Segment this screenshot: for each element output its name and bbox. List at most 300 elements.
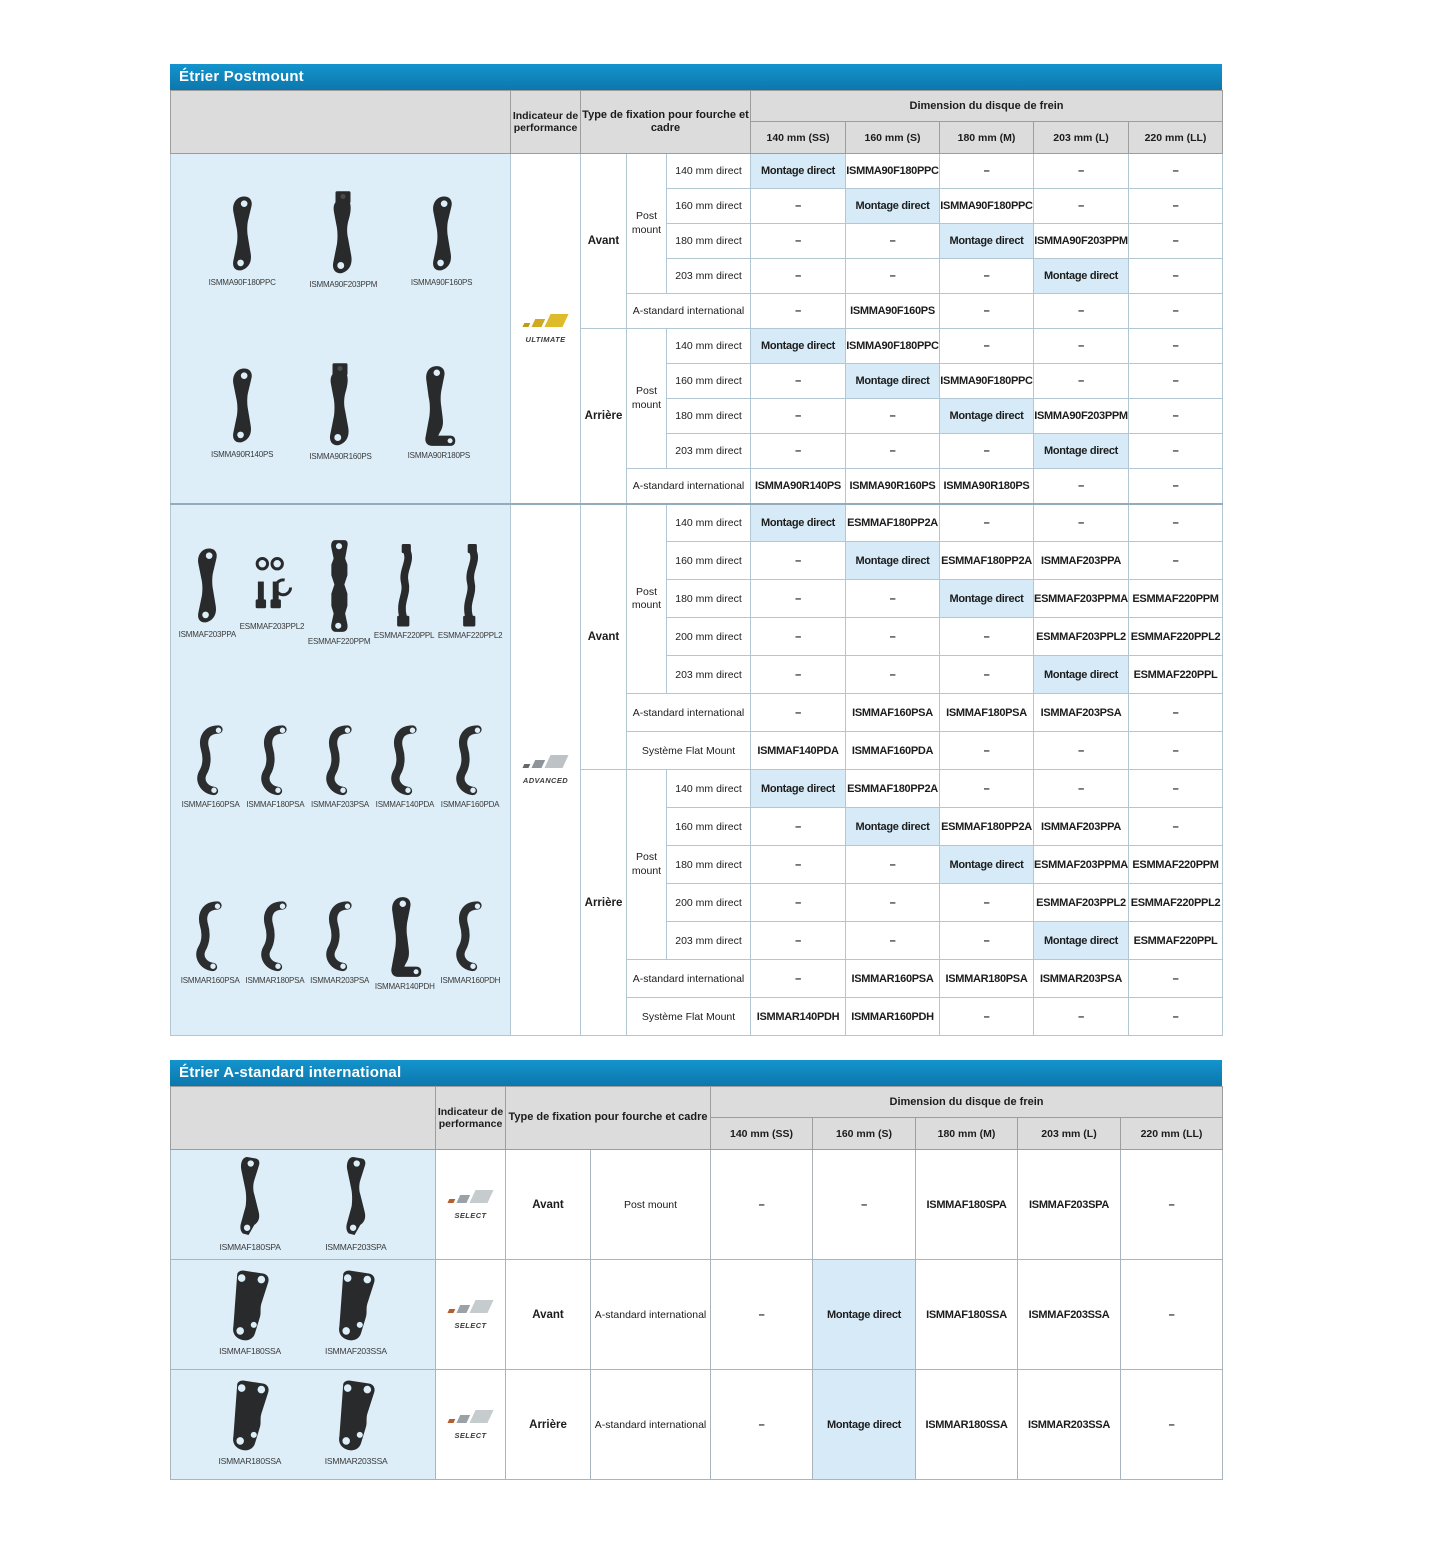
- product-figure: [179, 545, 236, 639]
- table-cell: –: [940, 154, 1034, 189]
- table-cell: –: [940, 922, 1034, 960]
- table-cell: –: [1121, 1370, 1223, 1480]
- performance-tier: [436, 1409, 505, 1440]
- table-cell: ESMMAF203PPMA: [1034, 580, 1129, 618]
- product-code: ISMMA90F203PPM: [309, 280, 378, 289]
- table-cell: –: [1034, 329, 1129, 364]
- table-cell: ISMMAF180SSA: [916, 1260, 1018, 1370]
- table-cell: –: [846, 656, 940, 694]
- product-image-panel-inner: [171, 1150, 435, 1254]
- table-cell: –: [940, 434, 1034, 469]
- product-code: ESMMAF220PPL: [373, 631, 435, 641]
- performance-tier-icon: [444, 1299, 498, 1320]
- row-label: A-standard international: [627, 469, 751, 504]
- mounting-hardware-icon: [246, 553, 298, 619]
- product-figure: [246, 725, 304, 809]
- table-cell: Montage direct: [751, 504, 846, 542]
- table-cell: ISMMA90F203PPM: [1034, 224, 1129, 259]
- table-cell: ISMMA90R140PS: [751, 469, 846, 504]
- table-cell: Montage direct: [1034, 434, 1129, 469]
- product-image-panel: [171, 1150, 436, 1260]
- table-cell: Montage direct: [813, 1370, 916, 1480]
- row-label: 140 mm direct: [667, 154, 751, 189]
- table-cell: –: [751, 846, 846, 884]
- product-code: ISMMAF180PSA: [246, 800, 305, 810]
- table-cell: –: [1129, 998, 1223, 1036]
- performance-indicator-cell: [511, 154, 581, 504]
- product-code: ISMMAR180PSA: [245, 975, 305, 985]
- disc-size-header: 180 mm (M): [940, 122, 1034, 154]
- table-cell: Montage direct: [1034, 656, 1129, 694]
- table-cell: ESMMAF220PPM: [1129, 846, 1223, 884]
- table-cell: –: [940, 998, 1034, 1036]
- product-figure: [309, 191, 377, 289]
- product-image-panel: [171, 154, 511, 504]
- table-cell: ISMMA90R180PS: [940, 469, 1034, 504]
- product-row: [171, 1370, 435, 1474]
- table-cell: –: [940, 329, 1034, 364]
- product-figure: [182, 725, 240, 809]
- table-cell: Montage direct: [940, 846, 1034, 884]
- product-figure: [240, 553, 305, 631]
- table-cell: ESMMAF220PPL: [1129, 922, 1223, 960]
- brake-adapter-icon: [334, 1379, 378, 1453]
- brake-adapter-icon: [260, 901, 290, 973]
- table-cell: –: [1129, 469, 1223, 504]
- performance-tier: [436, 1299, 505, 1330]
- table-cell: –: [1129, 504, 1223, 542]
- disc-size-header: 160 mm (S): [813, 1118, 916, 1150]
- performance-tier: [511, 754, 580, 785]
- brake-adapter-icon: [325, 725, 355, 797]
- table-cell: –: [1034, 364, 1129, 399]
- brake-adapter-icon: [325, 363, 355, 449]
- table-cell: ISMMAR160PSA: [846, 960, 940, 998]
- table-cell: –: [813, 1150, 916, 1260]
- table-cell: –: [751, 399, 846, 434]
- table-cell: –: [751, 960, 846, 998]
- table-cell: –: [751, 224, 846, 259]
- brake-adapter-icon: [228, 1379, 272, 1453]
- table-cell: –: [1129, 808, 1223, 846]
- product-figure: [211, 365, 273, 459]
- performance-tier-icon: [444, 1189, 498, 1210]
- table-cell: ISMMA90F180PPC: [940, 364, 1034, 399]
- table-cell: ISMMAF180SPA: [916, 1150, 1018, 1260]
- table-cell: –: [751, 618, 846, 656]
- brake-adapter-icon: [229, 365, 255, 447]
- row-label: 140 mm direct: [667, 329, 751, 364]
- astandard-table: [170, 1086, 1223, 1480]
- brake-adapter-icon: [229, 193, 255, 275]
- product-code: ISMMAR160PDH: [440, 975, 501, 985]
- table-cell: Montage direct: [751, 329, 846, 364]
- table-cell: –: [751, 922, 846, 960]
- product-row: [171, 680, 510, 855]
- table-cell: –: [711, 1260, 813, 1370]
- performance-tier-icon: [444, 1409, 498, 1430]
- table-cell: –: [751, 580, 846, 618]
- table-cell: ISMMAF160PDA: [846, 732, 940, 770]
- table-cell: –: [940, 618, 1034, 656]
- table-cell: ISMMA90F180PPC: [846, 154, 940, 189]
- table-cell: –: [846, 618, 940, 656]
- table-cell: –: [940, 770, 1034, 808]
- product-code: ISMMA90F160PS: [410, 278, 473, 287]
- table-cell: ISMMAR180SSA: [916, 1370, 1018, 1480]
- product-code: ISMMAF203PPA: [178, 630, 237, 640]
- table-cell: Montage direct: [846, 364, 940, 399]
- table-cell: –: [940, 732, 1034, 770]
- product-figure: [209, 193, 276, 287]
- performance-indicator-header: Indicateur de performance: [511, 91, 581, 154]
- table-cell: –: [751, 884, 846, 922]
- disc-size-header: 140 mm (SS): [751, 122, 846, 154]
- row-label: 160 mm direct: [667, 189, 751, 224]
- table-row: [171, 154, 1223, 189]
- table-cell: –: [846, 922, 940, 960]
- product-figure: [408, 364, 470, 460]
- product-code: ISMMAR140PDH: [374, 981, 435, 991]
- table-cell: ISMMA90F203PPM: [1034, 399, 1129, 434]
- product-figure: [308, 538, 371, 646]
- table-cell: –: [1129, 960, 1223, 998]
- table-cell: –: [940, 294, 1034, 329]
- fixation-type-header: Type de fixation pour fourche et cadre: [581, 91, 751, 154]
- table-cell: ISMMA90R160PS: [846, 469, 940, 504]
- brake-adapter-icon: [196, 725, 226, 797]
- table-cell: –: [846, 580, 940, 618]
- table-cell: –: [751, 189, 846, 224]
- disc-size-header: 140 mm (SS): [711, 1118, 813, 1150]
- table-cell: –: [940, 656, 1034, 694]
- table-cell: –: [846, 259, 940, 294]
- table-cell: Montage direct: [813, 1260, 916, 1370]
- table-row: [171, 1370, 1223, 1480]
- table-cell: ISMMAF203SPA: [1018, 1150, 1121, 1260]
- disc-size-header: 220 mm (LL): [1121, 1118, 1223, 1150]
- product-figure: [310, 901, 369, 985]
- position-cell: Arrière: [506, 1370, 591, 1480]
- table-cell: Montage direct: [940, 224, 1034, 259]
- table-cell: –: [1129, 542, 1223, 580]
- table-cell: ESMMAF180PP2A: [940, 808, 1034, 846]
- table-cell: –: [1129, 399, 1223, 434]
- product-row: [171, 154, 510, 326]
- table-cell: Montage direct: [751, 154, 846, 189]
- product-code: ISMMAR203SSA: [324, 1455, 388, 1466]
- table-cell: ESMMAF180PP2A: [940, 542, 1034, 580]
- disc-size-header: 203 mm (L): [1034, 122, 1129, 154]
- table-cell: –: [1129, 259, 1223, 294]
- product-figure: [376, 725, 435, 809]
- disc-size-header: 160 mm (S): [846, 122, 940, 154]
- mount-type-cell: Post mount: [627, 329, 667, 469]
- table-cell: ESMMAF220PPL2: [1129, 618, 1223, 656]
- table-cell: –: [846, 434, 940, 469]
- table-row: [171, 1260, 1223, 1370]
- product-figure: [311, 725, 369, 809]
- product-code: ISMMAR180SSA: [218, 1455, 282, 1466]
- brake-adapter-icon: [388, 895, 422, 979]
- table-cell: Montage direct: [940, 399, 1034, 434]
- table-cell: ISMMA90F180PPC: [846, 329, 940, 364]
- fixation-type-header: Type de fixation pour fourche et cadre: [506, 1087, 711, 1150]
- brake-adapter-icon: [455, 725, 485, 797]
- astandard-table-title: Étrier A-standard international: [170, 1060, 1222, 1086]
- table-cell: Montage direct: [846, 189, 940, 224]
- product-image-panel: [171, 1260, 436, 1370]
- row-label: 160 mm direct: [667, 542, 751, 580]
- product-figure: [440, 901, 500, 985]
- table-cell: –: [846, 399, 940, 434]
- product-code: ISMMAF180SPA: [219, 1241, 281, 1252]
- position-cell: Avant: [506, 1260, 591, 1370]
- product-code: ISMMA90R180PS: [407, 451, 470, 460]
- table-row: [171, 1150, 1223, 1260]
- table-cell: ISMMAF203SSA: [1018, 1260, 1121, 1370]
- table-cell: Montage direct: [846, 808, 940, 846]
- position-cell: Arrière: [581, 329, 627, 504]
- table-cell: –: [1129, 294, 1223, 329]
- table-cell: –: [1034, 770, 1129, 808]
- product-image-panel: [171, 504, 511, 1036]
- brake-adapter-icon: [429, 193, 455, 275]
- row-label: 180 mm direct: [667, 224, 751, 259]
- table-cell: ESMMAF203PPL2: [1034, 618, 1129, 656]
- product-figure: [325, 1153, 386, 1252]
- table-cell: ESMMAF180PP2A: [846, 504, 940, 542]
- product-code: ISMMAF140PDA: [375, 800, 435, 810]
- product-figure: [219, 1269, 281, 1356]
- position-cell: Arrière: [581, 770, 627, 1036]
- table-cell: –: [1034, 294, 1129, 329]
- row-label: 180 mm direct: [667, 846, 751, 884]
- performance-tier-label: ADVANCED: [522, 776, 569, 786]
- disc-size-header: 203 mm (L): [1018, 1118, 1121, 1150]
- product-figure: [325, 1379, 388, 1466]
- table-cell: –: [751, 434, 846, 469]
- table-cell: –: [940, 504, 1034, 542]
- row-label: 200 mm direct: [667, 884, 751, 922]
- product-code: ISMMA90F180PPC: [208, 278, 276, 287]
- performance-tier-icon: [519, 754, 573, 775]
- product-figure: [411, 193, 472, 287]
- table-cell: –: [1129, 224, 1223, 259]
- astandard-table-section: [170, 1060, 1222, 1480]
- product-row: [171, 1260, 435, 1364]
- table-cell: –: [1034, 732, 1129, 770]
- table-cell: ESMMAF203PPL2: [1034, 884, 1129, 922]
- row-label: 180 mm direct: [667, 580, 751, 618]
- product-figure: [220, 1153, 281, 1252]
- table-cell: ESMMAF220PPL2: [1129, 884, 1223, 922]
- product-figure: [245, 901, 304, 985]
- row-label: A-standard international: [627, 694, 751, 732]
- brake-adapter-icon: [194, 545, 220, 627]
- product-image-panel-inner: [171, 505, 510, 1031]
- table-cell: –: [846, 224, 940, 259]
- product-image-panel-inner: [171, 154, 510, 498]
- product-code: ISMMAF203PSA: [310, 800, 370, 810]
- product-row: [171, 326, 510, 498]
- product-image-column-header: [171, 1087, 436, 1150]
- postmount-table: [170, 90, 1223, 1036]
- performance-tier-icon: [519, 313, 573, 334]
- table-cell: –: [846, 884, 940, 922]
- row-label: 200 mm direct: [667, 618, 751, 656]
- product-figure: [375, 895, 435, 991]
- brake-adapter-icon: [325, 901, 355, 973]
- table-cell: –: [940, 884, 1034, 922]
- row-label: 203 mm direct: [667, 656, 751, 694]
- product-row: [171, 1150, 435, 1254]
- product-code: ISMMAF160PDA: [440, 800, 500, 810]
- product-figure: [218, 1379, 281, 1466]
- table-cell: ISMMAF203PPA: [1034, 542, 1129, 580]
- disc-size-header: 220 mm (LL): [1129, 122, 1223, 154]
- product-code: ISMMAF180SSA: [219, 1345, 281, 1356]
- performance-tier-label: SELECT: [454, 1211, 487, 1220]
- brake-adapter-icon: [390, 725, 420, 797]
- table-cell: –: [1121, 1150, 1223, 1260]
- table-cell: –: [751, 364, 846, 399]
- mount-type-cell: Post mount: [627, 770, 667, 960]
- brake-adapter-icon: [260, 725, 290, 797]
- table-cell: –: [751, 542, 846, 580]
- table-cell: ESMMAF203PPMA: [1034, 846, 1129, 884]
- brake-adapter-icon: [237, 1153, 263, 1239]
- brake-adapter-icon: [195, 901, 225, 973]
- product-figure: [181, 901, 240, 985]
- position-cell: Avant: [581, 154, 627, 329]
- table-cell: –: [711, 1370, 813, 1480]
- table-cell: –: [751, 656, 846, 694]
- table-cell: –: [1034, 469, 1129, 504]
- performance-indicator-cell: [511, 504, 581, 1036]
- brake-adapter-icon: [457, 544, 483, 628]
- table-cell: –: [1129, 694, 1223, 732]
- row-label: 203 mm direct: [667, 259, 751, 294]
- performance-tier-label: SELECT: [454, 1431, 487, 1440]
- table-cell: ISMMAF203PSA: [1034, 694, 1129, 732]
- product-row: [171, 505, 510, 680]
- table-cell: –: [1129, 189, 1223, 224]
- product-image-panel: [171, 1370, 436, 1480]
- table-cell: Montage direct: [751, 770, 846, 808]
- row-label: Système Flat Mount: [627, 998, 751, 1036]
- table-cell: ISMMAR160PDH: [846, 998, 940, 1036]
- table-row: [171, 504, 1223, 542]
- row-label: 160 mm direct: [667, 808, 751, 846]
- product-image-panel-inner: [171, 1260, 435, 1364]
- brake-adapter-icon: [326, 538, 352, 634]
- mount-type-cell: Post mount: [627, 154, 667, 294]
- position-cell: Avant: [506, 1150, 591, 1260]
- product-code: ISMMAF160PSA: [181, 800, 240, 810]
- row-label: 180 mm direct: [667, 399, 751, 434]
- product-code: ESMMAF220PPM: [307, 637, 371, 647]
- performance-tier: [436, 1189, 505, 1220]
- table-cell: ISMMAR203PSA: [1034, 960, 1129, 998]
- row-label: Système Flat Mount: [627, 732, 751, 770]
- fixation-type-cell: A-standard international: [591, 1260, 711, 1370]
- product-image-panel-inner: [171, 1370, 435, 1474]
- product-row: [171, 855, 510, 1030]
- table-cell: –: [751, 294, 846, 329]
- table-cell: Montage direct: [846, 542, 940, 580]
- table-cell: ISMMAF160PSA: [846, 694, 940, 732]
- product-code: ESMMAF220PPL2: [437, 631, 503, 641]
- table-cell: –: [711, 1150, 813, 1260]
- table-cell: ISMMAR180PSA: [940, 960, 1034, 998]
- table-cell: ISMMA90F180PPC: [940, 189, 1034, 224]
- brake-adapter-icon: [391, 544, 417, 628]
- performance-tier-label: SELECT: [454, 1321, 487, 1330]
- product-code: ISMMAR203PSA: [310, 975, 370, 985]
- table-cell: ISMMAF203PPA: [1034, 808, 1129, 846]
- row-label: A-standard international: [627, 960, 751, 998]
- product-code: ISMMAF203SPA: [325, 1241, 387, 1252]
- table-cell: ISMMAF180PSA: [940, 694, 1034, 732]
- table-cell: –: [940, 259, 1034, 294]
- table-cell: –: [1121, 1260, 1223, 1370]
- brake-adapter-icon: [334, 1269, 378, 1343]
- row-label: 140 mm direct: [667, 504, 751, 542]
- performance-indicator-cell: [436, 1150, 506, 1260]
- table-cell: –: [1034, 998, 1129, 1036]
- row-label: 203 mm direct: [667, 434, 751, 469]
- table-cell: Montage direct: [1034, 259, 1129, 294]
- table-cell: ISMMAR140PDH: [751, 998, 846, 1036]
- table-cell: –: [751, 259, 846, 294]
- postmount-table-section: [170, 64, 1222, 1036]
- disc-dimension-header: Dimension du disque de frein: [751, 91, 1223, 122]
- performance-indicator-header: Indicateur de performance: [436, 1087, 506, 1150]
- table-cell: ESMMAF220PPM: [1129, 580, 1223, 618]
- product-code: ESMMAF203PPL2: [239, 622, 305, 632]
- product-image-column-header: [171, 91, 511, 154]
- brake-adapter-icon: [328, 191, 358, 277]
- row-label: A-standard international: [627, 294, 751, 329]
- fixation-type-cell: A-standard international: [591, 1370, 711, 1480]
- product-figure: [309, 363, 371, 461]
- table-cell: –: [751, 808, 846, 846]
- product-figure: [441, 725, 500, 809]
- table-cell: –: [1129, 364, 1223, 399]
- product-figure: [325, 1269, 387, 1356]
- product-figure: [438, 544, 503, 640]
- product-figure: [374, 544, 434, 640]
- row-label: 160 mm direct: [667, 364, 751, 399]
- brake-adapter-icon: [455, 901, 485, 973]
- table-cell: –: [1129, 154, 1223, 189]
- product-code: ISMMA90R140PS: [211, 450, 274, 459]
- performance-indicator-cell: [436, 1370, 506, 1480]
- performance-tier: [511, 313, 580, 344]
- fixation-type-cell: Post mount: [591, 1150, 711, 1260]
- table-cell: Montage direct: [940, 580, 1034, 618]
- position-cell: Avant: [581, 504, 627, 770]
- table-cell: –: [1129, 732, 1223, 770]
- table-cell: –: [1129, 770, 1223, 808]
- disc-dimension-header: Dimension du disque de frein: [711, 1087, 1223, 1118]
- product-code: ISMMAR160PSA: [180, 975, 240, 985]
- brake-adapter-icon: [422, 364, 456, 448]
- product-code: ISMMA90R160PS: [309, 452, 372, 461]
- product-code: ISMMAF203SSA: [325, 1345, 387, 1356]
- brake-adapter-icon: [228, 1269, 272, 1343]
